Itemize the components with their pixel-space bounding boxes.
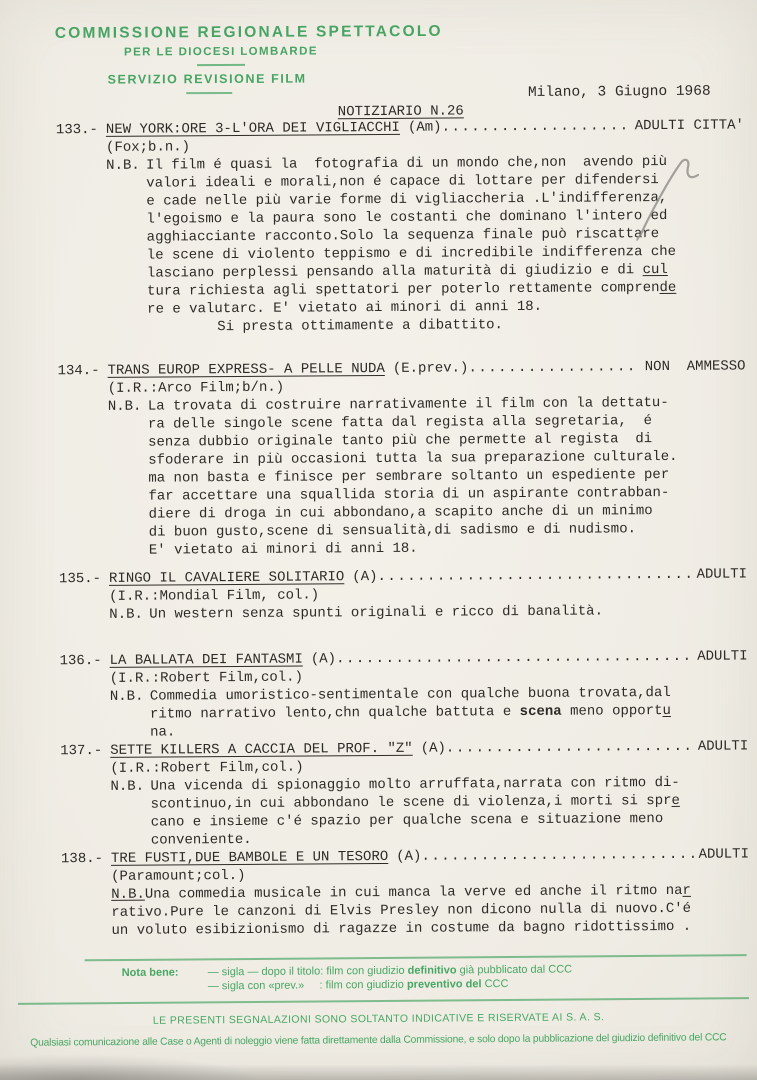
film-title: SETTE KILLERS A CACCIA DEL PROF. "Z" xyxy=(110,740,413,759)
film-title: NEW YORK:ORE 3-L'ORA DEI VIGLIACCHI xyxy=(105,119,401,138)
distributor: (Paramount;col.) xyxy=(111,867,246,885)
nb-body: Una commedia musicale in cui manca la verve ed anche il ritmo nar rativo.Pure le canzoni di Elvis Presley non dicono nulla di nuovo.C'é un voluto esibizionismo di ragazze in costume da bagno ridottissimo . xyxy=(111,882,692,939)
film-title: TRE FUSTI,DUE BAMBOLE E UN TESORO xyxy=(110,848,389,867)
verdict: ADULTI xyxy=(696,566,748,583)
nb-note xyxy=(109,601,747,623)
nb-label: N.B. xyxy=(109,606,143,623)
dot-leader xyxy=(442,117,630,136)
nb-note xyxy=(110,773,748,849)
letterhead-subtitle: PER LE DIOCESI LOMBARDE xyxy=(123,45,318,59)
nb-label: N.B. xyxy=(109,688,144,705)
distributor: (Fox;b.n.) xyxy=(105,139,191,156)
nota-bene-label: Nota bene: xyxy=(121,966,179,980)
footer-rule xyxy=(18,997,749,1004)
nb-note xyxy=(108,393,747,559)
nb-label: N.B. xyxy=(106,157,140,174)
dot-leader xyxy=(468,358,639,377)
nota-bene xyxy=(122,962,573,994)
letterhead xyxy=(54,22,443,95)
distributor: (I.R.:Robert Film,col.) xyxy=(109,669,304,687)
handwritten-pencil-mark xyxy=(630,146,702,244)
entry-number: 135.- xyxy=(58,570,102,588)
film-title: TRANS EUROP EXPRESS- A PELLE NUDA xyxy=(107,360,385,379)
entry-number: 137.- xyxy=(60,742,103,760)
letterhead-service: SERVIZIO REVISIONE FILM xyxy=(107,71,307,87)
nb-label: N.B. xyxy=(111,886,145,903)
film-entry-134 xyxy=(58,357,747,560)
dot-leader xyxy=(421,846,693,866)
verdict: NON AMMESSO xyxy=(644,358,746,376)
verdict: ADULTI xyxy=(697,648,748,665)
entry-number: 133.- xyxy=(55,121,98,139)
letterhead-rule xyxy=(186,92,232,94)
film-entry-136 xyxy=(60,647,749,742)
film-title: RINGO IL CAVALIERE SOLITARIO xyxy=(108,569,345,587)
letterhead-org-name: COMMISSIONE REGIONALE SPETTACOLO xyxy=(54,22,443,42)
film-entry-137 xyxy=(60,737,749,850)
dot-leader xyxy=(336,648,692,668)
verdict: ADULTI xyxy=(697,738,749,755)
entry-number: 136.- xyxy=(59,652,102,670)
distributor: (I.R.:Robert Film,col.) xyxy=(110,759,304,777)
rating-code: (A) xyxy=(396,848,422,865)
film-entry-135 xyxy=(59,565,747,624)
nota-bene-lines: — sigla — dopo il titolo: film con giudizio definitivo già pubblicato dal CCC — sigla con «prev.» : film con giudizio preventivo del CCC xyxy=(207,963,573,993)
dot-leader xyxy=(446,738,693,758)
nb-body: Un western senza spunti originali e ricco di banalità. xyxy=(149,603,604,623)
distributor: (I.R.:Arco Film;b/n.) xyxy=(107,379,285,397)
entry-number: 138.- xyxy=(60,850,104,868)
nb-label: N.B. xyxy=(110,778,145,795)
nb-note xyxy=(110,683,748,741)
verdict: ADULTI xyxy=(698,846,750,863)
distributor: (I.R.:Mondial Film, col.) xyxy=(109,587,320,605)
rating-code: (A) xyxy=(310,651,337,668)
entry-number: 134.- xyxy=(57,362,100,380)
doc-title: NOTIZIARIO N.26 xyxy=(337,103,464,121)
nb-body: Commedia umoristico-sentimentale con qualche buona trovata,dal ritmo narrativo lento,chn qualche battuta e scena meno opportu na. xyxy=(149,684,671,741)
film-title: LA BALLATA DEI FANTASMI xyxy=(109,651,303,669)
verdict: ADULTI CITTA' xyxy=(634,117,744,135)
dateline: Milano, 3 Giugno 1968 xyxy=(527,83,711,101)
footer xyxy=(0,950,757,1066)
footer-rule xyxy=(85,954,747,961)
rating-code: (Am) xyxy=(407,119,442,136)
nb-note xyxy=(111,881,749,939)
nb-body: La trovata di costruire narrativamente il film con la dettatu- ra delle singole scene fatta dal regista alla segretaria, é senza dubbio originale tanto più che permette al regista di sfoderare in più occasioni tutta la sua preparazione culturale. ma non basta e finisce per sembrare soltanto un espediente per far accettare una squallida storia di un aspirante contrabban- diere di droga in cui abbondano,a scapito anche di un minimo di buon gusto,scene di sensualità,di sadismo e di nudismo. E' vietato ai minori di anni 18. xyxy=(147,394,678,559)
rating-code: (A) xyxy=(352,569,378,586)
nb-body: Una vicenda di spionaggio molto arruffata,narrata con ritmo di- scontinuo,in cui abbondano le scene di violenza,i morti si spre cano e insieme c'é spazio per qualche scena e situazione meno conveniente. xyxy=(150,774,680,849)
film-entry-138 xyxy=(61,845,750,940)
letterhead-rule xyxy=(197,64,245,66)
nb-label: N.B. xyxy=(107,398,142,415)
footer-bottom-line: Qualsiasi comunicazione alle Case o Agenti di noleggio viene fatta direttamente dalla Commissione, e solo dopo la pubblicazione del giudizio definitivo del CCC xyxy=(30,1032,727,1049)
dot-leader xyxy=(377,566,691,586)
rating-code: (A) xyxy=(420,740,446,757)
footer-notice: LE PRESENTI SEGNALAZIONI SONO SOLTANTO INDICATIVE E RISERVATE AI S. A. S. xyxy=(152,1011,605,1027)
nb-body: Il film é quasi la fotografia di un mondo che,non avendo più valori ideali e morali,non é capace di lottare per difendersi e cade nelle più varie forme di vigliaccheria .L'indifferenza, l'egoismo e la paura sono le costanti che dominano l'intero ed agghiacciante racconto.Solo la sequenza finale può riscattare le scene di violento teppismo e di incredibile indifferenza che lasciano perplessi pensando alla maturità di giudizio e di cul tura richiesta agli spettatori per poterlo rettamente comprende re e valutarc. E' vietato ai minori di anni 18. Si presta ottimamente a dibattito. xyxy=(146,153,677,336)
rating-code: (E.prev.) xyxy=(392,360,469,377)
